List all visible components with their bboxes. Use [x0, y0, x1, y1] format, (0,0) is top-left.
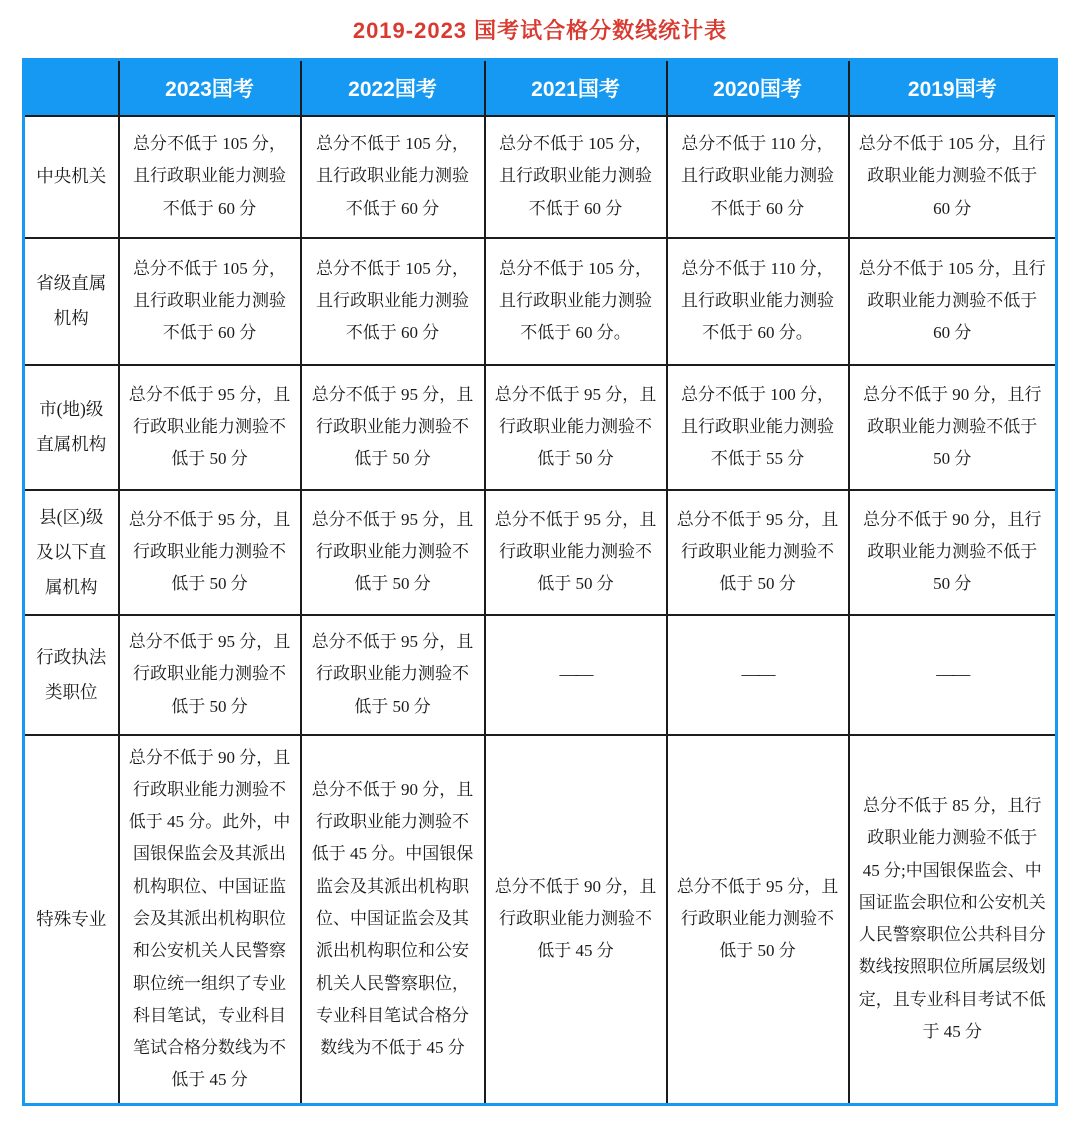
table-cell: 总分不低于 95 分，且行政职业能力测验不低于 50 分: [119, 490, 301, 615]
table-row-law-enforcement: [24, 615, 1057, 735]
table-cell: 总分不低于 105 分，且行政职业能力测验不低于 60 分: [849, 238, 1057, 365]
table-cell: 总分不低于 105 分，且行政职业能力测验不低于 60 分: [301, 116, 485, 238]
table-cell: 总分不低于 110 分，且行政职业能力测验不低于 60 分。: [667, 238, 849, 365]
column-header-2022: 2022国考: [301, 60, 485, 116]
table-row-city: [24, 365, 1057, 490]
row-label: 行政执法类职位: [24, 615, 119, 735]
table-cell: 总分不低于 105 分，且行政职业能力测验不低于 60 分。: [485, 238, 667, 365]
table-cell-dash: ——: [667, 615, 849, 735]
table-cell: 总分不低于 95 分，且行政职业能力测验不低于 50 分: [301, 365, 485, 490]
row-label: 市(地)级直属机构: [24, 365, 119, 490]
header-row: [24, 60, 1057, 116]
table-cell: 总分不低于 90 分，且行政职业能力测验不低于 50 分: [849, 365, 1057, 490]
table-row-central: [24, 116, 1057, 238]
score-table: [22, 58, 1058, 1106]
column-header-2023: 2023国考: [119, 60, 301, 116]
table-cell: 总分不低于 95 分，且行政职业能力测验不低于 50 分: [667, 735, 849, 1105]
table-cell: 总分不低于 105 分，且行政职业能力测验不低于 60 分: [485, 116, 667, 238]
table-cell: 总分不低于 90 分，且行政职业能力测验不低于 50 分: [849, 490, 1057, 615]
table-cell-dash: ——: [485, 615, 667, 735]
table-cell: 总分不低于 105 分，且行政职业能力测验不低于 60 分: [849, 116, 1057, 238]
table-cell: 总分不低于 95 分，且行政职业能力测验不低于 50 分: [485, 490, 667, 615]
column-header-2019: 2019国考: [849, 60, 1057, 116]
column-header-2021: 2021国考: [485, 60, 667, 116]
table-cell-dash: ——: [849, 615, 1057, 735]
table-row-special-major: [24, 735, 1057, 1105]
table-cell: 总分不低于 95 分，且行政职业能力测验不低于 50 分: [301, 615, 485, 735]
table-cell: 总分不低于 85 分，且行政职业能力测验不低于 45 分;中国银保监会、中国证监会职位和公安机关人民警察职位公共科目分数线按照职位所属层级划定，且专业科目考试不低于 45 分: [849, 735, 1057, 1105]
row-label: 中央机关: [24, 116, 119, 238]
table-cell: 总分不低于 105 分，且行政职业能力测验不低于 60 分: [119, 116, 301, 238]
table-cell: 总分不低于 105 分，且行政职业能力测验不低于 60 分: [301, 238, 485, 365]
row-label: 县(区)级及以下直属机构: [24, 490, 119, 615]
row-label: 特殊专业: [24, 735, 119, 1105]
table-cell: 总分不低于 95 分，且行政职业能力测验不低于 50 分: [485, 365, 667, 490]
table-cell: 总分不低于 105 分，且行政职业能力测验不低于 60 分: [119, 238, 301, 365]
table-cell: 总分不低于 95 分，且行政职业能力测验不低于 50 分: [119, 365, 301, 490]
table-cell: 总分不低于 90 分，且行政职业能力测验不低于 45 分: [485, 735, 667, 1105]
page-title: 2019-2023 国考试合格分数线统计表: [352, 17, 728, 43]
table-cell: 总分不低于 110 分，且行政职业能力测验不低于 60 分: [667, 116, 849, 238]
table-cell: 总分不低于 95 分，且行政职业能力测验不低于 50 分: [119, 615, 301, 735]
table-cell: 总分不低于 95 分，且行政职业能力测验不低于 50 分: [667, 490, 849, 615]
table-row-provincial: [24, 238, 1057, 365]
row-label: 省级直属机构: [24, 238, 119, 365]
table-cell: 总分不低于 90 分，且行政职业能力测验不低于 45 分。中国银保监会及其派出机构职位、中国证监会及其派出机构职位和公安机关人民警察职位，专业科目笔试合格分数线为不低于 45 分: [301, 735, 485, 1105]
table-cell: 总分不低于 95 分，且行政职业能力测验不低于 50 分: [301, 490, 485, 615]
column-header-2020: 2020国考: [667, 60, 849, 116]
table-cell: 总分不低于 90 分，且行政职业能力测验不低于 45 分。此外，中国银保监会及其派出机构职位、中国证监会及其派出机构职位和公安机关人民警察职位统一组织了专业科目笔试，专业科目笔试合格分数线为不低于 45 分: [119, 735, 301, 1105]
corner-cell: [24, 60, 119, 116]
table-row-county: [24, 490, 1057, 615]
table-cell: 总分不低于 100 分，且行政职业能力测验不低于 55 分: [667, 365, 849, 490]
